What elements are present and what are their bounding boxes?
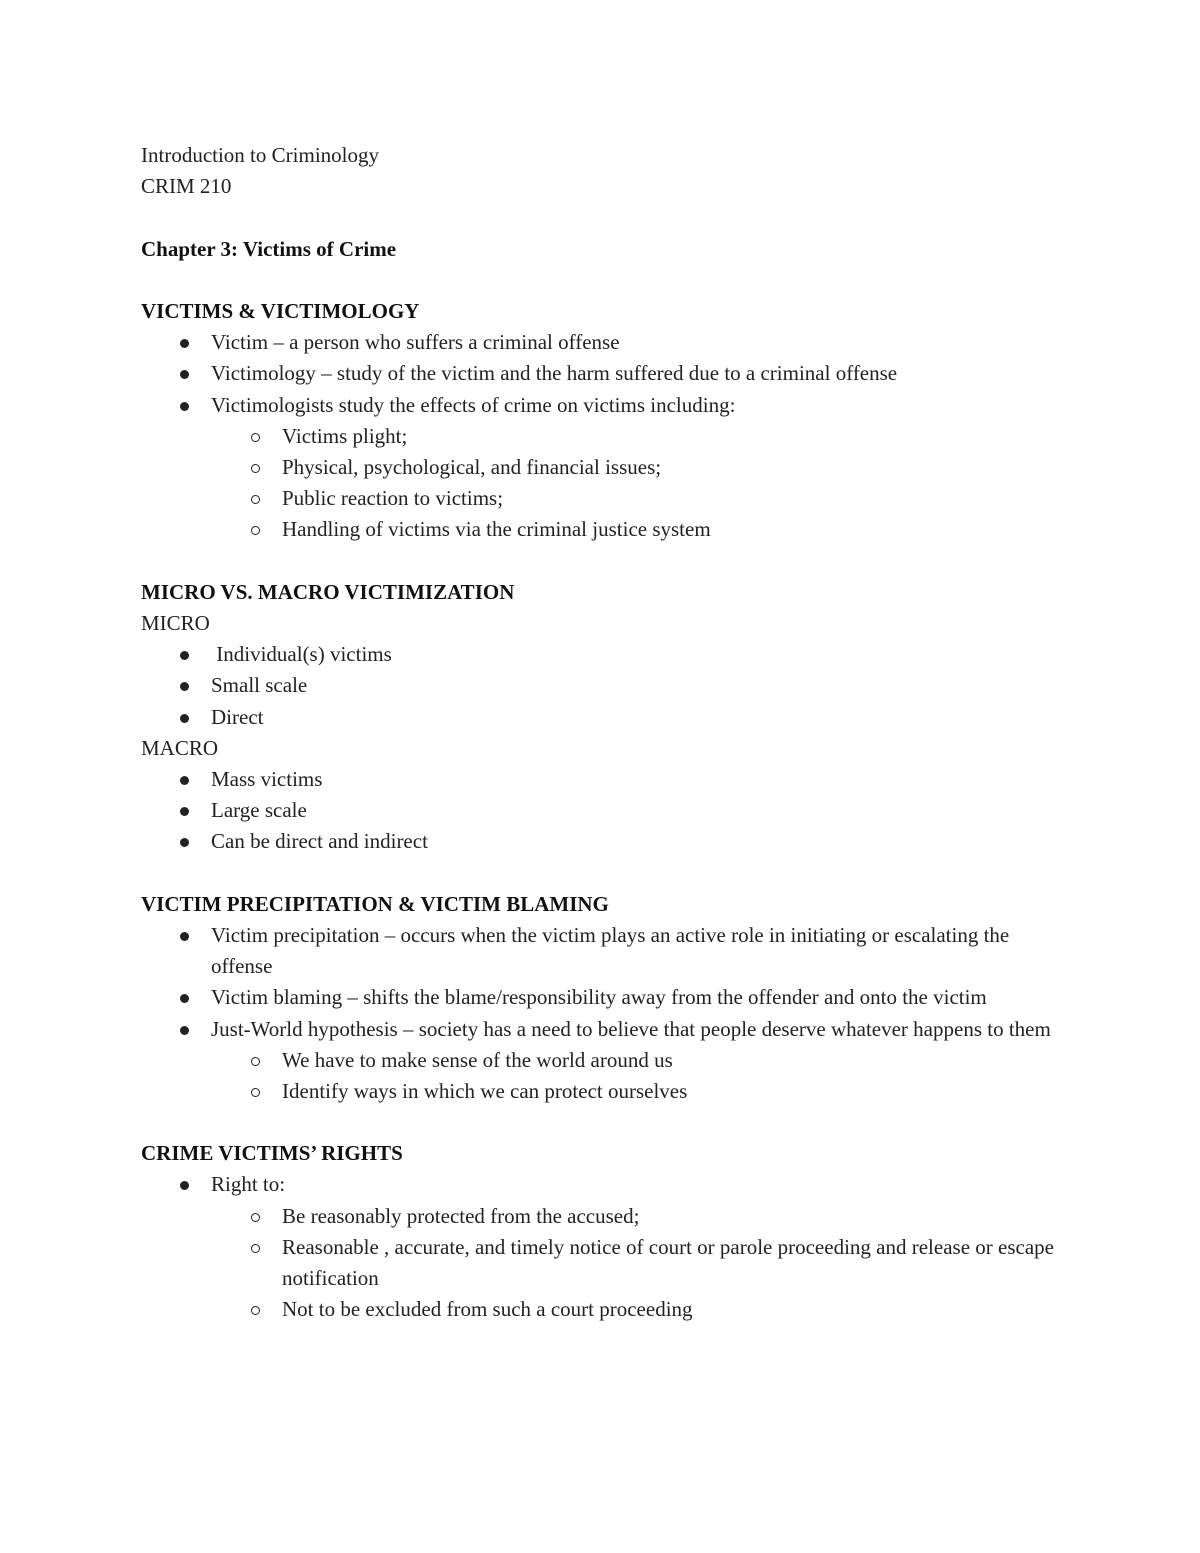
sub-list-item: Handling of victims via the criminal justice system (141, 514, 1071, 545)
bullet-icon (180, 838, 189, 847)
sub-list-item: Be reasonably protected from the accused; (141, 1201, 1071, 1232)
list-item: Victimology – study of the victim and the harm suffered due to a criminal offense (141, 358, 1071, 389)
spacer (141, 202, 1071, 233)
bullet-icon (180, 651, 189, 660)
list-item: Victim precipitation – occurs when the victim plays an active role in initiating or escalating the offense (141, 920, 1071, 982)
bullet-icon (180, 807, 189, 816)
hollow-bullet-icon (251, 1244, 260, 1253)
list-item: Small scale (141, 670, 1071, 701)
hollow-bullet-icon (251, 1306, 260, 1315)
hollow-bullet-icon (251, 495, 260, 504)
chapter-title: Chapter 3: Victims of Crime (141, 236, 397, 261)
section-heading-micro-macro: MICRO VS. MACRO VICTIMIZATION (141, 579, 515, 604)
sub-list-item: Public reaction to victims; (141, 483, 1071, 514)
list-item: Mass victims (141, 764, 1071, 795)
precipitation-list (141, 920, 1071, 1107)
list-item: Direct (141, 702, 1071, 733)
list-item: Can be direct and indirect (141, 826, 1071, 857)
list-item: Just-World hypothesis – society has a need to believe that people deserve whatever happens to them (141, 1014, 1071, 1045)
bullet-icon (180, 1026, 189, 1035)
bullet-icon (180, 339, 189, 348)
hollow-bullet-icon (251, 1057, 260, 1066)
spacer (141, 546, 1071, 577)
micro-list (141, 639, 1071, 733)
rights-list (141, 1169, 1071, 1325)
macro-list (141, 764, 1071, 858)
list-item: Victim blaming – shifts the blame/responsibility away from the offender and onto the victim (141, 982, 1071, 1013)
sub-list-item: Victims plight; (141, 421, 1071, 452)
bullet-icon (180, 1181, 189, 1190)
bullet-icon (180, 714, 189, 723)
course-code: CRIM 210 (141, 174, 232, 199)
micro-label: MICRO (141, 610, 210, 635)
hollow-bullet-icon (251, 1088, 260, 1097)
sub-list-item: Identify ways in which we can protect ourselves (141, 1076, 1071, 1107)
document-page (141, 140, 1071, 1326)
list-item: Victim – a person who suffers a criminal offense (141, 327, 1071, 358)
victims-list (141, 327, 1071, 545)
spacer (141, 858, 1071, 889)
list-item: Individual(s) victims (141, 639, 1071, 670)
section-heading-rights: CRIME VICTIMS’ RIGHTS (141, 1141, 403, 1166)
hollow-bullet-icon (251, 464, 260, 473)
hollow-bullet-icon (251, 1213, 260, 1222)
bullet-icon (180, 370, 189, 379)
spacer (141, 1107, 1071, 1138)
sub-list-item: Reasonable , accurate, and timely notice of court or parole proceeding and release or escape notification (141, 1232, 1071, 1294)
section-heading-precipitation: VICTIM PRECIPITATION & VICTIM BLAMING (141, 891, 609, 916)
bullet-icon (180, 402, 189, 411)
bullet-icon (180, 776, 189, 785)
sub-list-item: Not to be excluded from such a court proceeding (141, 1294, 1071, 1325)
sub-list-item: Physical, psychological, and financial issues; (141, 452, 1071, 483)
course-title: Introduction to Criminology (141, 143, 379, 167)
list-item: Victimologists study the effects of crime on victims including: (141, 390, 1071, 421)
sub-list-item: We have to make sense of the world around us (141, 1045, 1071, 1076)
hollow-bullet-icon (251, 526, 260, 535)
section-heading-victims: VICTIMS & VICTIMOLOGY (141, 298, 420, 323)
spacer (141, 265, 1071, 296)
bullet-icon (180, 932, 189, 941)
list-item: Right to: (141, 1169, 1071, 1200)
macro-label: MACRO (141, 735, 219, 760)
list-item: Large scale (141, 795, 1071, 826)
bullet-icon (180, 994, 189, 1003)
hollow-bullet-icon (251, 433, 260, 442)
bullet-icon (180, 682, 189, 691)
